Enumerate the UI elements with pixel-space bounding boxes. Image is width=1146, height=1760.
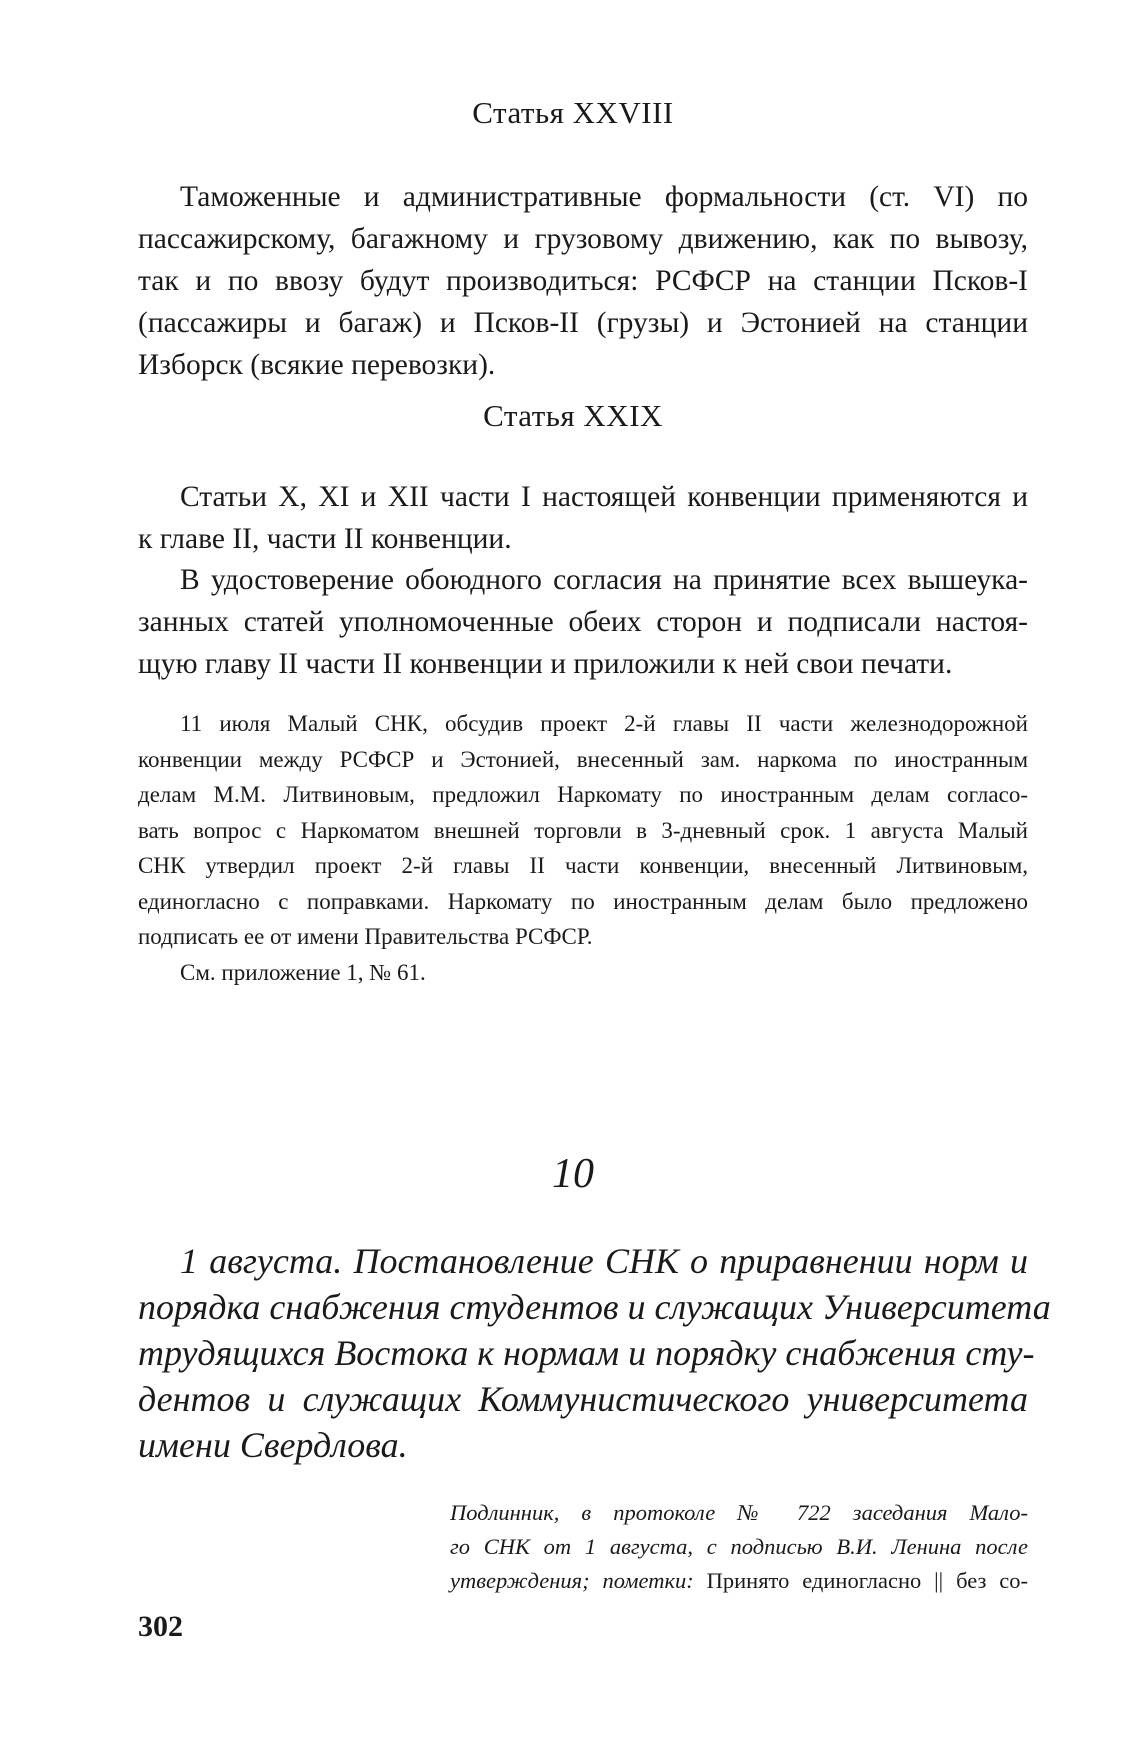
article-29-paragraph-2 — [138, 559, 1028, 685]
text-line: Изборск (всякие перевозки). — [138, 349, 496, 381]
note-reference: См. приложение 1, № 61. — [180, 959, 426, 985]
title-line: дентов и служащих Коммунистического университета — [138, 1379, 1028, 1419]
text-line: к главе II, части II конвенции. — [138, 523, 512, 555]
source-line: Подлинник, в протоколе № 722 заседания Мало- — [450, 1500, 1028, 1525]
article-28-text — [138, 176, 1028, 386]
title-line: трудящихся Востока к нормам и порядку снабжения сту- — [138, 1333, 1035, 1373]
note-line: вать вопрос с Наркоматом внешней торговли в 3-дневный срок. 1 августа Малый — [138, 817, 1028, 843]
text-line: В удостоверение обоюдного согласия на принятие всех вышеука- — [180, 564, 1028, 596]
text-line: (пассажиры и багаж) и Псков-II (грузы) и Эстонией на станции — [138, 307, 1028, 339]
text-line: так и по ввозу будут производиться: РСФСР на станции Псков-I — [138, 265, 1028, 297]
note-line: единогласно с поправками. Наркомату по иностранным делам было предложено — [138, 888, 1028, 914]
editorial-note — [138, 706, 1028, 990]
page-number: 302 — [138, 1610, 183, 1643]
source-line — [450, 1564, 1028, 1598]
note-line: СНК утвердил проект 2-й главы II части конвенции, внесенный Литвиновым, — [138, 853, 1028, 878]
article-29-heading: Статья XXIX — [483, 398, 663, 433]
article-28-heading: Статья XXVIII — [472, 95, 674, 130]
text-line: щую главу II части II конвенции и приложили к ней свои печати. — [138, 648, 953, 680]
text-line: Статьи X, XI и XII части I настоящей конвенции применяются и — [180, 481, 1028, 513]
text-line: занных статей уполномоченные обеих сторон и подписали настоя- — [138, 606, 1028, 638]
source-plain-part: Принято единогласно || без со- — [693, 1568, 1028, 1593]
source-note — [450, 1496, 1028, 1598]
title-line: 1 августа. Постановление СНК о приравнении норм и — [180, 1241, 1028, 1281]
note-line: делам М.М. Литвиновым, предложил Наркомату по иностранным делам согласо- — [138, 782, 1028, 807]
source-line: го СНК от 1 августа, с подписью В.И. Ленина после — [450, 1534, 1028, 1559]
title-line: имени Свердлова. — [138, 1425, 408, 1465]
document-title — [138, 1238, 1051, 1468]
text-line: пассажирскому, багажному и грузовому движению, как по вывозу, — [138, 223, 1028, 255]
document-number: 10 — [552, 1151, 594, 1197]
note-line: 11 июля Малый СНК, обсудив проект 2-й главы II части железнодорожной — [180, 711, 1028, 736]
title-line: порядка снабжения студентов и служащих Университета — [138, 1287, 1051, 1327]
note-line: конвенции между РСФСР и Эстонией, внесенный зам. наркома по иностранным — [138, 746, 1028, 772]
article-29-paragraph-1 — [138, 476, 1028, 560]
note-line: подписать ее от имени Правительства РСФСР. — [138, 924, 593, 949]
text-line: Таможенные и административные формальности (ст. VI) по — [180, 181, 1028, 213]
source-italic-part: утверждения; пометки: — [450, 1568, 694, 1593]
